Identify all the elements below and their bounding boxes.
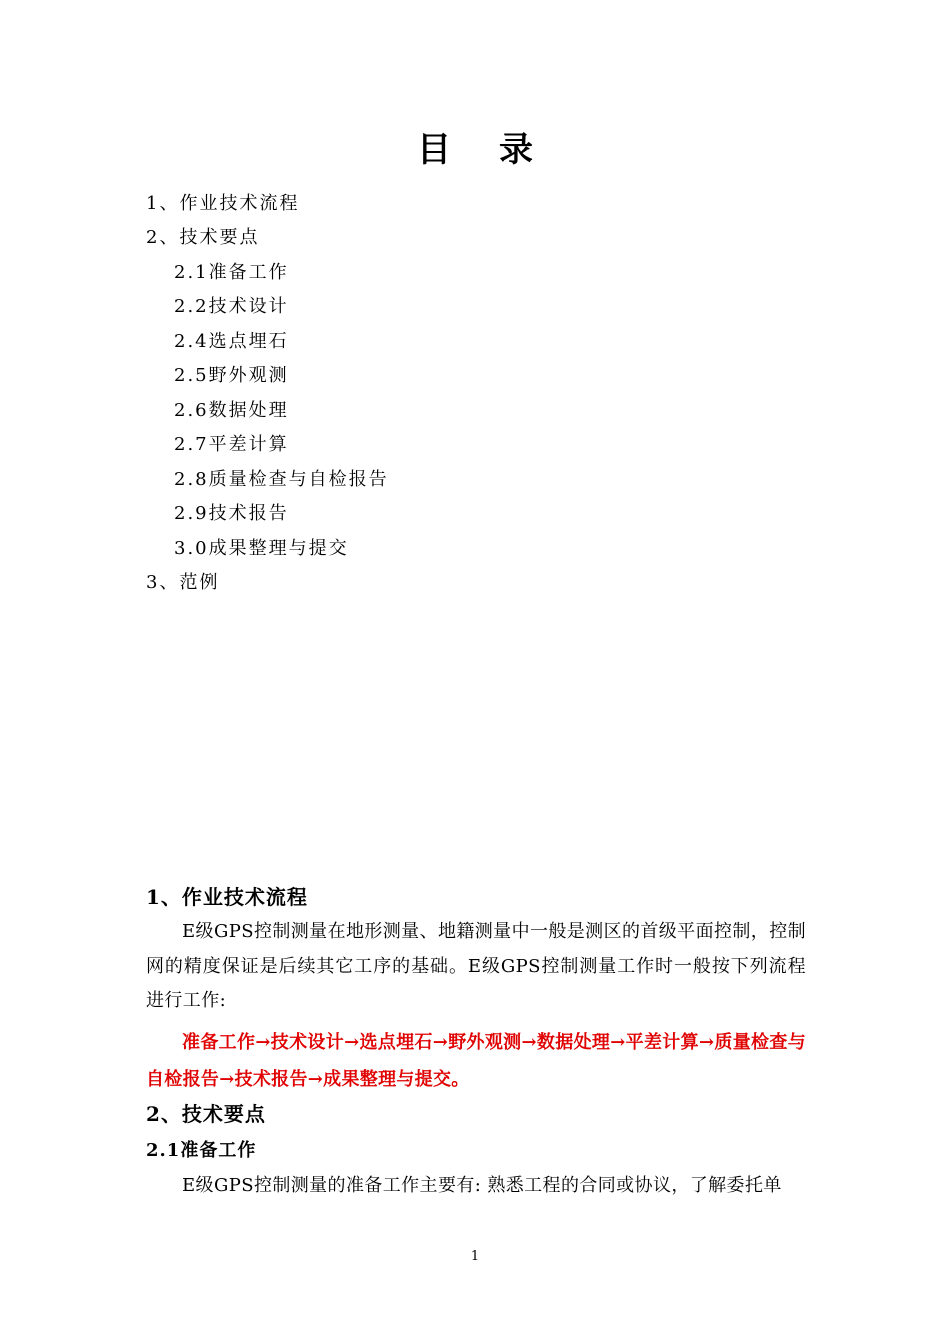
toc-subitem[interactable]: 2.4选点埋石 (174, 331, 289, 352)
toc-subitem[interactable]: 2.7平差计算 (174, 434, 289, 455)
toc-subitem[interactable]: 2.2技术设计 (174, 296, 289, 317)
page-number: 1 (470, 1249, 480, 1264)
subsection-heading: 2.1准备工作 (146, 1140, 257, 1161)
toc-subitem[interactable]: 2.1准备工作 (174, 262, 289, 283)
toc-subitem[interactable]: 3.0成果整理与提交 (174, 538, 349, 559)
toc-subitem[interactable]: 2.9技术报告 (174, 503, 289, 524)
workflow-text: 准备工作→技术设计→选点埋石→野外观测→数据处理→平差计算→质量检查与自检报告→技术报告→成果整理与提交。 (146, 1032, 806, 1090)
toc-subitem[interactable]: 2.8质量检查与自检报告 (174, 469, 389, 490)
section-heading: 2、技术要点 (146, 1102, 266, 1126)
paragraph-text: E级GPS控制测量在地形测量、地籍测量中一般是测区的首级平面控制，控制网的精度保证是后续其它工序的基础。E级GPS控制测量工作时一般按下列流程进行工作: (146, 921, 806, 1011)
toc-item[interactable]: 3、范例 (146, 572, 220, 593)
toc-item[interactable]: 2、技术要点 (146, 227, 260, 248)
body-paragraph (146, 915, 806, 1019)
body-paragraph (146, 1169, 806, 1204)
toc-subitem[interactable]: 2.6数据处理 (174, 400, 289, 421)
toc-item[interactable]: 1、作业技术流程 (146, 193, 300, 214)
toc-subitem[interactable]: 2.5野外观测 (174, 365, 289, 386)
workflow-highlight (146, 1024, 806, 1098)
toc-title: 目录 (417, 130, 581, 170)
paragraph-text: E级GPS控制测量的准备工作主要有: 熟悉工程的合同或协议，了解委托单 (182, 1175, 782, 1196)
section-heading: 1、作业技术流程 (146, 885, 308, 909)
